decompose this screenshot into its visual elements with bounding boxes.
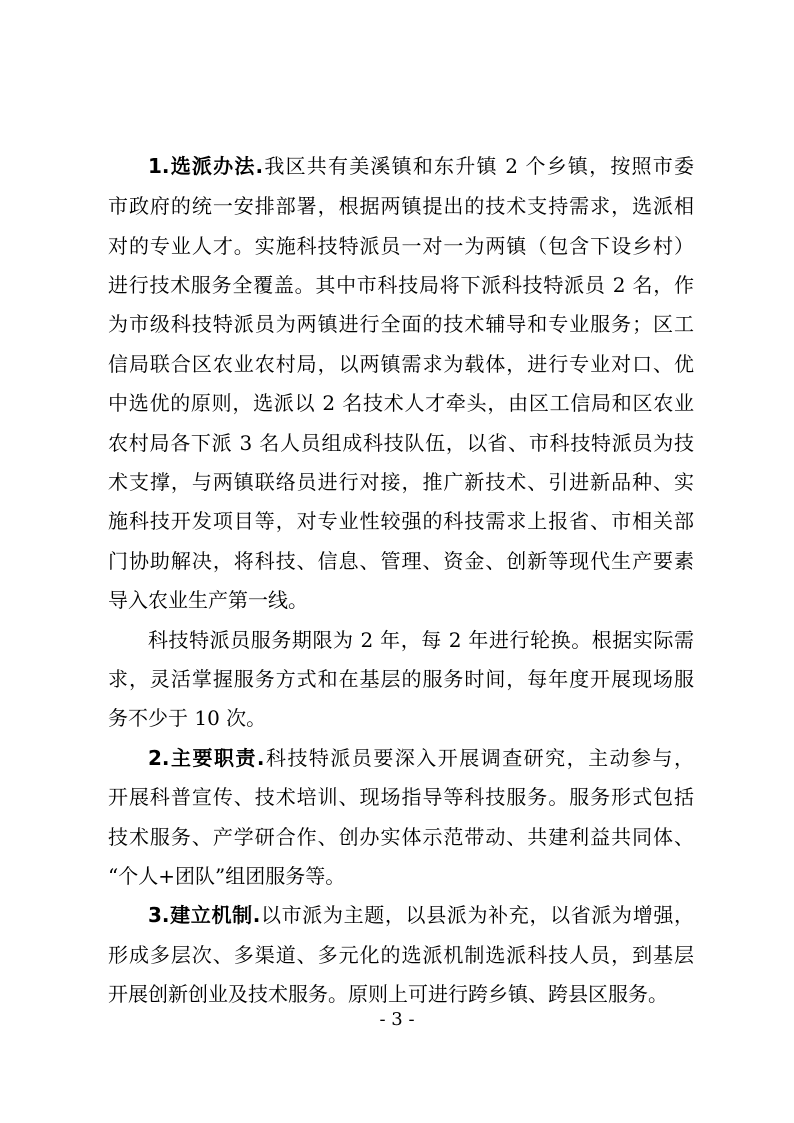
section-2-text: 科技特派员要深入开展调查研究，主动参与， [264,746,694,770]
section-1-line: 中选优的原则，选派以 2 名技术人才牵头，由区工信局和区农业 [108,391,694,415]
section-1-line: 术支撑，与两镇联络员进行对接，推广新技术、引进新品种、实 [108,470,694,494]
section-1-line: 农村局各下派 3 名人员组成科技队伍，以省、市科技特派员为技 [108,431,694,455]
section-1-line: 对的专业人才。实施科技特派员一对一为两镇（包含下设乡村） [108,234,694,258]
term-paragraph-line: 务不少于 10 次。 [108,706,267,730]
section-1-line: 导入农业生产第一线。 [108,588,308,612]
section-1-line: 市政府的统一安排部署，根据两镇提出的技术支持需求，选派相 [108,194,694,218]
section-1-first-line [148,146,694,186]
section-1-line: 施科技开发项目等，对专业性较强的科技需求上报省、市相关部 [108,509,694,533]
section-2-heading: 2.主要职责. [148,746,265,770]
section-3-first-line [148,895,694,935]
section-3-heading: 3.建立机制. [148,903,261,927]
section-2-first-line [148,738,694,778]
section-2-line: “个人+团队”组团服务等。 [108,864,346,888]
section-1-line: 为市级科技特派员为两镇进行全面的技术辅导和专业服务；区工 [108,312,694,336]
section-3-line: 开展创新创业及技术服务。原则上可进行跨乡镇、跨县区服务。 [108,982,668,1006]
page-number: - 3 - [379,1009,415,1030]
term-paragraph-line: 科技特派员服务期限为 2 年，每 2 年进行轮换。根据实际需 [148,628,694,652]
term-paragraph-line: 求，灵活掌握服务方式和在基层的服务时间，每年度开展现场服 [108,667,694,691]
section-3-line: 形成多层次、多渠道、多元化的选派机制选派科技人员，到基层 [108,943,694,967]
section-2-line: 开展科普宣传、技术培训、现场指导等科技服务。服务形式包括 [108,785,694,809]
section-1-line: 信局联合区农业农村局，以两镇需求为载体，进行专业对口、优 [108,352,694,376]
section-3-text: 以市派为主题，以县派为补充，以省派为增强， [260,903,694,927]
section-1-line: 进行技术服务全覆盖。其中市科技局将下派科技特派员 2 名，作 [108,273,694,297]
section-1-text: 我区共有美溪镇和东升镇 2 个乡镇，按照市委 [263,154,694,178]
section-1-line: 门协助解决，将科技、信息、管理、资金、创新等现代生产要素 [108,549,694,573]
section-2-line: 技术服务、产学研合作、创办实体示范带动、共建利益共同体、 [108,825,694,849]
section-1-heading: 1.选派办法. [148,154,264,178]
